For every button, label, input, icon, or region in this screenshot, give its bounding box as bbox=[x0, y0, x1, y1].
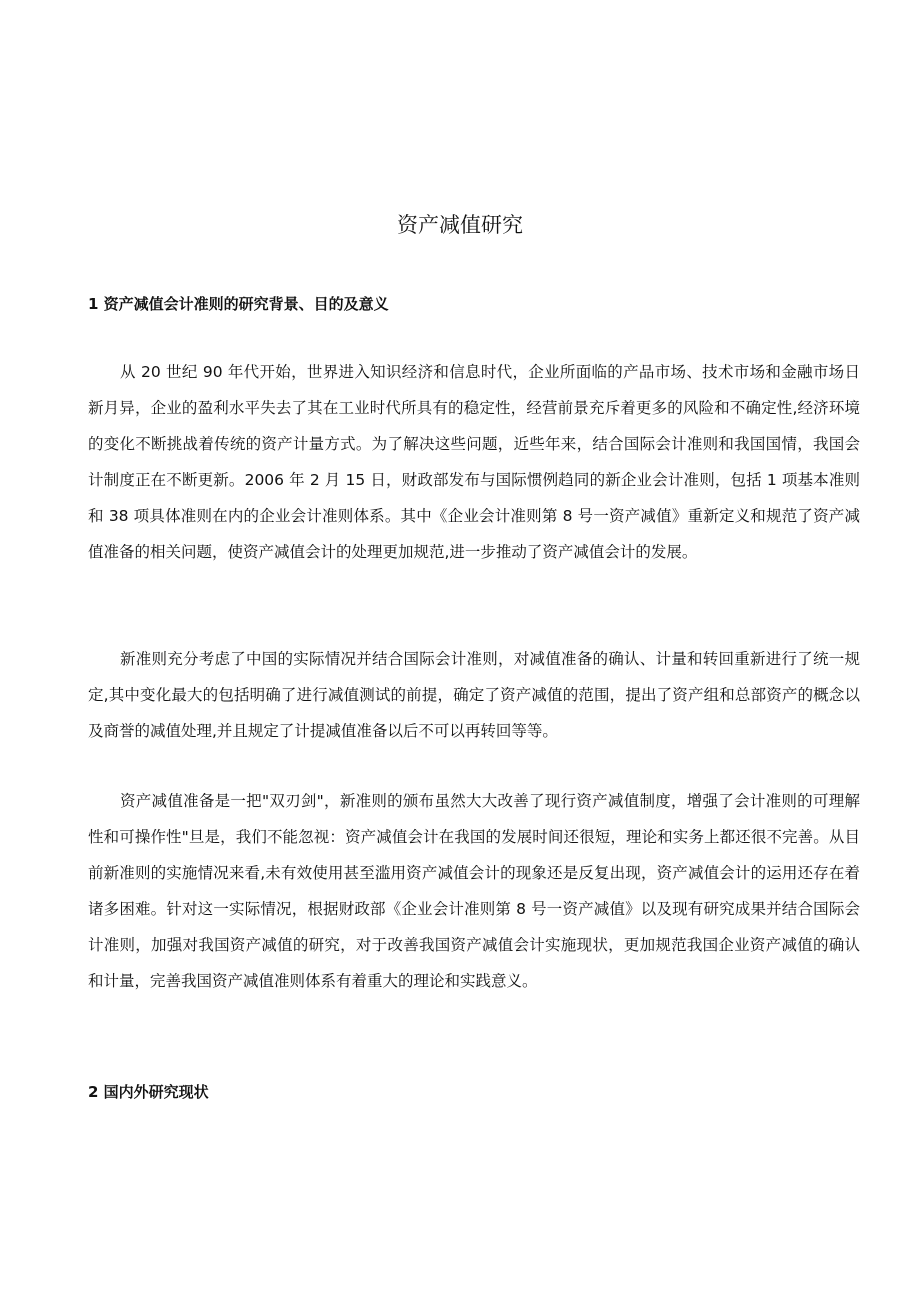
section-heading-1: 1 资产减值会计准则的研究背景、目的及意义 bbox=[88, 295, 389, 313]
section-1-paragraph-2: 新准则充分考虑了中国的实际情况并结合国际会计准则，对减值准备的确认、计量和转回重新进行了统一规定,其中变化最大的包括明确了进行减值测试的前提，确定了资产减值的范围，提出了资产组和总部资产的概念以及商誉的减值处理,并且规定了计提减值准备以后不可以再转回等等。 bbox=[88, 650, 860, 740]
section-1-paragraph-1: 从 20 世纪 90 年代开始，世界进入知识经济和信息时代，企业所面临的产品市场、技术市场和金融市场日新月异，企业的盈利水平失去了其在工业时代所具有的稳定性，经营前景充斥着更多的风险和不确定性,经济环境的变化不断挑战着传统的资产计量方式。为了解决这些问题，近些年来，结合国际会计准则和我国国情，我国会计制度正在不断更新。2006 年 2 月 15 日，财政部发布与国际惯例趋同的新企业会计准则，包括 1 项基本准则和 38 项具体准则在内的企业会计准则体系。其中《企业会计准则第 8 号一资产减值》重新定义和规范了资产减值准备的相关问题，使资产减值会计的处理更加规范,进一步推动了资产减值会计的发展。 bbox=[88, 363, 860, 561]
document-title: 资产减值研究 bbox=[397, 213, 523, 237]
section-heading-2: 2 国内外研究现状 bbox=[88, 1083, 209, 1101]
section-1-paragraph-3: 资产减值准备是一把"双刃剑"，新准则的颁布虽然大大改善了现行资产减值制度，增强了会计准则的可理解性和可操作性"旦是，我们不能忽视：资产减值会计在我国的发展时间还很短，理论和实务上都还很不完善。从目前新准则的实施情况来看,未有效使用甚至滥用资产减值会计的现象还是反复出现，资产减值会计的运用还存在着诸多困难。针对这一实际情况，根据财政部《企业会计准则第 8 号一资产减值》以及现有研究成果并结合国际会计准则，加强对我国资产减值的研究，对于改善我国资产减值会计实施现状，更加规范我国企业资产减值的确认和计量，完善我国资产减值准则体系有着重大的理论和实践意义。 bbox=[88, 792, 860, 990]
